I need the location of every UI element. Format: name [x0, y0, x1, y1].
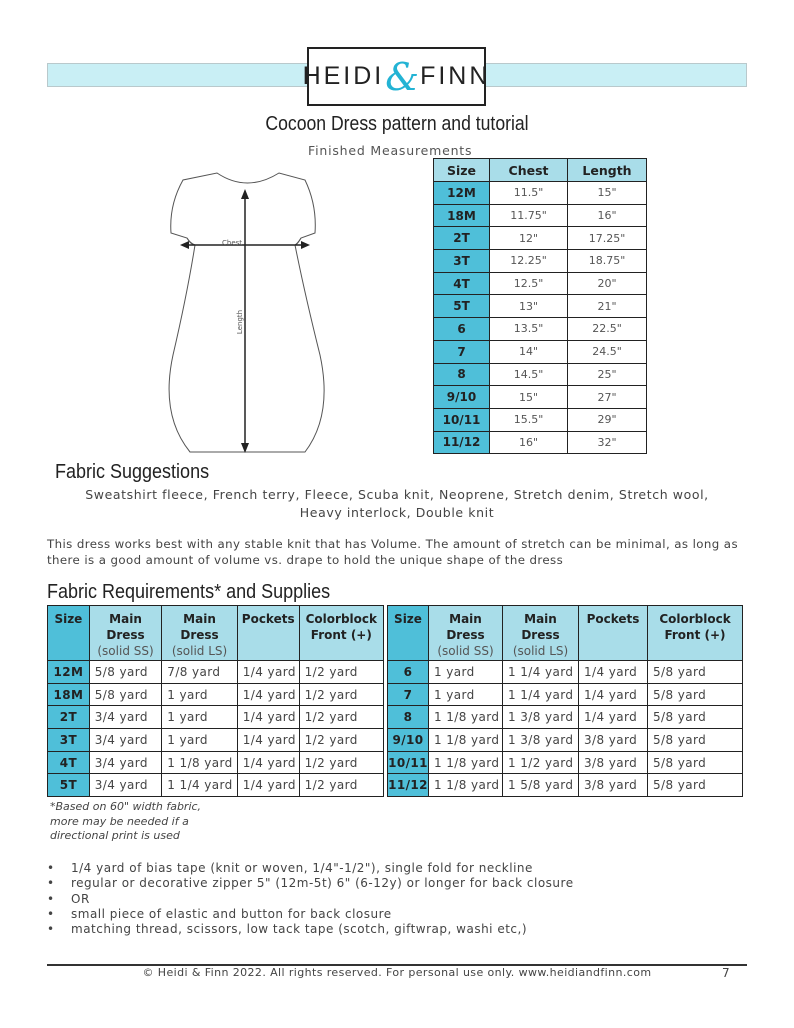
logo-text-left: HEIDI: [302, 62, 385, 90]
length-cell: 20": [568, 272, 647, 295]
size-cell: 12M: [48, 661, 90, 684]
yardage-cell: 1 1/8 yard: [429, 729, 503, 752]
supply-item: • 1/4 yard of bias tape (knit or woven, 1/4"-1/2"), single fold for neckline: [47, 861, 574, 876]
size-cell: 18M: [434, 204, 490, 227]
header-label: Main Dress: [446, 612, 485, 642]
col-size: [48, 606, 90, 661]
yardage-cell: 1/2 yard: [299, 683, 383, 706]
chest-cell: 12.5": [490, 272, 568, 295]
header-label: Main Dress: [106, 612, 145, 642]
yardage-cell: 1 3/8 yard: [503, 706, 579, 729]
chest-cell: 12.25": [490, 250, 568, 273]
table-row: [388, 661, 743, 684]
supply-item: • small piece of elastic and button for back closure: [47, 907, 574, 922]
size-cell: 18M: [48, 683, 90, 706]
fabric-suggestions-heading: Fabric Suggestions: [55, 461, 210, 483]
yardage-cell: 1 1/8 yard: [429, 751, 503, 774]
yardage-cell: 1 yard: [429, 661, 503, 684]
yardage-cell: 7/8 yard: [162, 661, 237, 684]
footer-copyright: © Heidi & Finn 2022. All rights reserved. For personal use only. www.heidiandfinn.com: [142, 966, 652, 979]
yardage-cell: 1/2 yard: [299, 661, 383, 684]
col-main-ls: [162, 606, 237, 661]
table-row: [48, 706, 384, 729]
supplies-list: [47, 861, 574, 937]
yardage-cell: 3/8 yard: [579, 774, 648, 797]
chest-cell: 15.5": [490, 408, 568, 431]
yardage-cell: 5/8 yard: [648, 661, 743, 684]
col-main-ss: [429, 606, 503, 661]
header-note: (solid LS): [512, 644, 569, 658]
yardage-cell: 1 1/8 yard: [429, 774, 503, 797]
yardage-cell: 5/8 yard: [648, 774, 743, 797]
measurements-table: [433, 158, 647, 454]
col-main-ss: [89, 606, 162, 661]
table-row: [48, 774, 384, 797]
header-note: (solid SS): [97, 644, 154, 658]
yardage-cell: 1/2 yard: [299, 729, 383, 752]
yardage-cell: 1/4 yard: [579, 683, 648, 706]
size-cell: 10/11: [388, 751, 429, 774]
size-cell: 4T: [434, 272, 490, 295]
suggestions-line-2: Heavy interlock, Double knit: [299, 505, 495, 520]
col-size: [388, 606, 429, 661]
size-cell: 6: [434, 318, 490, 341]
yardage-cell: 1/4 yard: [237, 706, 299, 729]
size-cell: 3T: [434, 250, 490, 273]
yardage-cell: 5/8 yard: [89, 683, 162, 706]
yardage-cell: 3/4 yard: [89, 751, 162, 774]
size-cell: 11/12: [388, 774, 429, 797]
table-row: [48, 661, 384, 684]
size-cell: 10/11: [434, 408, 490, 431]
size-cell: 7: [388, 683, 429, 706]
length-cell: 29": [568, 408, 647, 431]
size-cell: 11/12: [434, 431, 490, 454]
logo-text-right: FINN: [420, 62, 491, 90]
yardage-cell: 1 1/4 yard: [503, 661, 579, 684]
yardage-cell: 1/4 yard: [237, 683, 299, 706]
chest-cell: 11.75": [490, 204, 568, 227]
col-size: Size: [434, 159, 490, 182]
col-pockets: [579, 606, 648, 661]
yardage-cell: 1 yard: [162, 706, 237, 729]
yardage-cell: 1/4 yard: [237, 751, 299, 774]
table-row: [434, 182, 647, 205]
header-label: Pockets: [241, 612, 295, 626]
header-label: Colorblock Front (+): [659, 612, 731, 642]
brand-logo: [302, 47, 491, 106]
length-cell: 17.25": [568, 227, 647, 250]
table-row: [434, 295, 647, 318]
header-note: (solid LS): [171, 644, 228, 658]
requirements-heading: Fabric Requirements* and Supplies: [47, 581, 331, 603]
suggestions-line-1: Sweatshirt fleece, French terry, Fleece, Scuba knit, Neoprene, Stretch denim, Stretch wool,: [85, 487, 709, 502]
length-cell: 15": [568, 182, 647, 205]
header-label: Colorblock Front (+): [305, 612, 377, 642]
size-cell: 12M: [434, 182, 490, 205]
table-row: [48, 729, 384, 752]
size-cell: 7: [434, 340, 490, 363]
size-cell: 2T: [48, 706, 90, 729]
table-row: [434, 227, 647, 250]
chest-cell: 13": [490, 295, 568, 318]
length-cell: 25": [568, 363, 647, 386]
supply-item: • OR: [47, 892, 574, 907]
yardage-cell: 1 1/4 yard: [162, 774, 237, 797]
yardage-cell: 1 yard: [162, 683, 237, 706]
col-colorblock: [299, 606, 383, 661]
length-label: Length: [236, 309, 245, 335]
yardage-cell: 1 3/8 yard: [503, 729, 579, 752]
table-row: [388, 774, 743, 797]
col-colorblock: [648, 606, 743, 661]
length-cell: 24.5": [568, 340, 647, 363]
col-main-ls: [503, 606, 579, 661]
supply-item: • regular or decorative zipper 5" (12m-5t) 6" (6-12y) or longer for back closure: [47, 876, 574, 891]
table-row: [434, 340, 647, 363]
length-cell: 18.75": [568, 250, 647, 273]
table-row: [434, 272, 647, 295]
yardage-cell: 1 1/4 yard: [503, 683, 579, 706]
logo-ampersand: &: [385, 54, 420, 99]
table-row: [434, 250, 647, 273]
size-cell: 4T: [48, 751, 90, 774]
size-cell: 2T: [434, 227, 490, 250]
chest-cell: 14": [490, 340, 568, 363]
fabric-paragraph: This dress works best with any stable knit that has Volume. The amount of stretch can be minimal, as long as there is a good amount of volume vs. drape to hold the unique shape of the dress: [47, 537, 738, 567]
header-note: (solid SS): [437, 644, 494, 658]
table-row: [48, 751, 384, 774]
requirements-table-right: [387, 605, 743, 797]
yardage-cell: 3/4 yard: [89, 729, 162, 752]
col-chest: Chest: [490, 159, 568, 182]
yardage-cell: 5/8 yard: [648, 706, 743, 729]
chest-cell: 15": [490, 386, 568, 409]
yardage-cell: 1 1/8 yard: [162, 751, 237, 774]
requirements-table-left: [47, 605, 384, 797]
chest-cell: 12": [490, 227, 568, 250]
yardage-cell: 1/4 yard: [237, 774, 299, 797]
chest-cell: 16": [490, 431, 568, 454]
header-label: Size: [54, 612, 83, 626]
size-cell: 3T: [48, 729, 90, 752]
length-cell: 21": [568, 295, 647, 318]
supply-item: • matching thread, scissors, low tack tape (scotch, giftwrap, washi etc,): [47, 922, 574, 937]
header-label: Main Dress: [180, 612, 219, 642]
header-label: Pockets: [586, 612, 640, 626]
table-row: [434, 363, 647, 386]
yardage-cell: 1 1/8 yard: [429, 706, 503, 729]
chest-cell: 13.5": [490, 318, 568, 341]
yardage-cell: 3/4 yard: [89, 706, 162, 729]
size-cell: 8: [388, 706, 429, 729]
yardage-cell: 3/4 yard: [89, 774, 162, 797]
length-cell: 16": [568, 204, 647, 227]
yardage-cell: 1 1/2 yard: [503, 751, 579, 774]
header-label: Size: [394, 612, 422, 626]
yardage-cell: 1 5/8 yard: [503, 774, 579, 797]
yardage-cell: 1/4 yard: [237, 661, 299, 684]
chest-cell: 11.5": [490, 182, 568, 205]
col-length: Length: [568, 159, 647, 182]
table-row: [434, 204, 647, 227]
size-cell: 5T: [434, 295, 490, 318]
yardage-cell: 1/2 yard: [299, 751, 383, 774]
size-cell: 9/10: [388, 729, 429, 752]
table-row: [388, 683, 743, 706]
measurements-heading: Finished Measurements: [308, 143, 473, 158]
size-cell: 8: [434, 363, 490, 386]
yardage-cell: 3/8 yard: [579, 729, 648, 752]
table-row: [48, 683, 384, 706]
table-row: [434, 386, 647, 409]
table-row: [388, 729, 743, 752]
size-cell: 6: [388, 661, 429, 684]
yardage-cell: 1/2 yard: [299, 774, 383, 797]
yardage-cell: 1/4 yard: [237, 729, 299, 752]
size-cell: 9/10: [434, 386, 490, 409]
page-number: 7: [722, 966, 730, 980]
table-row: [434, 318, 647, 341]
table-row: [434, 431, 647, 454]
header-label: Main Dress: [521, 612, 560, 642]
table-row: [434, 408, 647, 431]
yardage-cell: 5/8 yard: [648, 683, 743, 706]
table-row: [388, 706, 743, 729]
size-cell: 5T: [48, 774, 90, 797]
length-cell: 32": [568, 431, 647, 454]
yardage-cell: 1/4 yard: [579, 706, 648, 729]
col-pockets: [237, 606, 299, 661]
page-title: Cocoon Dress pattern and tutorial: [265, 113, 529, 135]
yardage-cell: 1 yard: [162, 729, 237, 752]
chest-cell: 14.5": [490, 363, 568, 386]
fabric-width-note: *Based on 60" width fabric, more may be needed if a directional print is used: [50, 800, 202, 842]
yardage-cell: 1/4 yard: [579, 661, 648, 684]
yardage-cell: 5/8 yard: [648, 751, 743, 774]
chest-label: Chest: [222, 239, 243, 247]
length-cell: 22.5": [568, 318, 647, 341]
yardage-cell: 5/8 yard: [89, 661, 162, 684]
yardage-cell: 3/8 yard: [579, 751, 648, 774]
length-cell: 27": [568, 386, 647, 409]
table-row: [388, 751, 743, 774]
yardage-cell: 1/2 yard: [299, 706, 383, 729]
dress-diagram: [155, 165, 340, 460]
yardage-cell: 5/8 yard: [648, 729, 743, 752]
yardage-cell: 1 yard: [429, 683, 503, 706]
